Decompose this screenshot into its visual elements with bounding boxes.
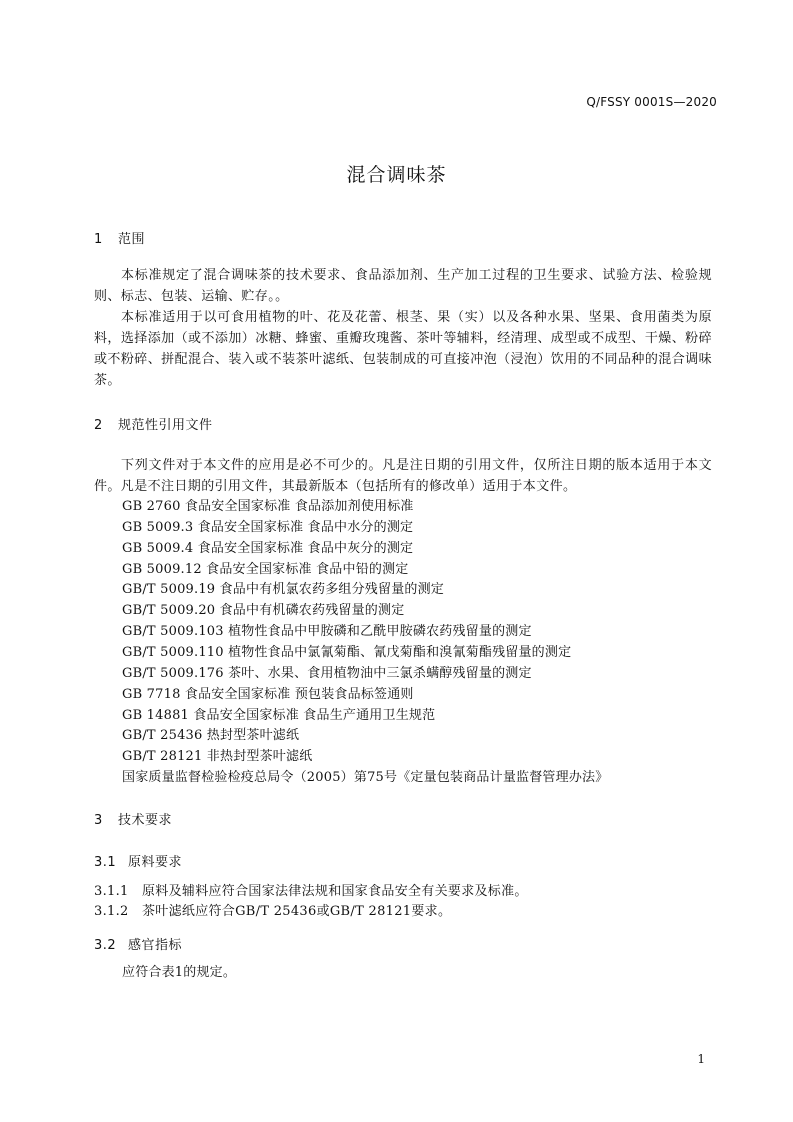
subsection-title: 感官指标: [128, 938, 183, 953]
item-text: 原料及辅料应符合国家法律法规和国家食品安全有关要求及标准。: [142, 884, 528, 899]
section-title: 技术要求: [118, 813, 173, 828]
document-title: 混合调味茶: [346, 164, 447, 186]
reference-item: GB 7718 食品安全国家标准 预包装食品标签通则: [122, 687, 414, 702]
page-number: 1: [697, 1052, 705, 1066]
reference-item: GB 2760 食品安全国家标准 食品添加剂使用标准: [122, 499, 414, 514]
item-number: 3.1.2: [94, 904, 129, 919]
sensory-requirement-text: 应符合表1的规定。: [122, 965, 237, 980]
reference-item: GB 5009.12 食品安全国家标准 食品中铅的测定: [122, 562, 409, 577]
item-number: 3.1.1: [94, 884, 129, 899]
scope-paragraph-1: 本标准规定了混合调味茶的技术要求、食品添加剂、生产加工过程的卫生要求、试验方法、检验规则、标志、包装、运输、贮存。。: [94, 268, 712, 304]
references-intro: 下列文件对于本文件的应用是必不可少的。凡是注日期的引用文件，仅所注日期的版本适用于本文件。凡是不注日期的引用文件，其最新版本（包括所有的修改单）适用于本文件。: [94, 458, 712, 494]
reference-item: GB/T 25436 热封型茶叶滤纸: [122, 728, 300, 743]
subsection-number: 3.1: [94, 855, 117, 870]
section-number: 3: [94, 813, 103, 828]
reference-item: GB 5009.4 食品安全国家标准 食品中灰分的测定: [122, 541, 414, 556]
section-title: 规范性引用文件: [118, 418, 213, 433]
reference-item: GB 5009.3 食品安全国家标准 食品中水分的测定: [122, 520, 414, 535]
section-2-heading: [94, 414, 213, 433]
subsection-title: 原料要求: [128, 855, 183, 870]
reference-item: GB/T 28121 非热封型茶叶滤纸: [122, 749, 313, 764]
reference-item: GB/T 5009.19 食品中有机氯农药多组分残留量的测定: [122, 582, 445, 597]
requirement-item-3-1-1: [94, 881, 528, 902]
item-text: 茶叶滤纸应符合GB/T 25436或GB/T 28121要求。: [142, 904, 452, 919]
section-number: 1: [94, 232, 103, 247]
section-title: 范围: [118, 232, 146, 247]
subsection-number: 3.2: [94, 938, 117, 953]
section-number: 2: [94, 418, 103, 433]
scope-paragraph-2: 本标准适用于以可食用植物的叶、花及花蕾、根茎、果（实）以及各种水果、坚果、食用菌类为原料，选择添加（或不添加）冰糖、蜂蜜、重瓣玫瑰酱、茶叶等辅料，经清理、成型或不成型、干燥、粉碎或不粉碎、拼配混合、装入或不装茶叶滤纸、包装制成的可直接冲泡（浸泡）饮用的不同品种的混合调味茶。: [94, 310, 712, 388]
reference-item: GB/T 5009.176 茶叶、水果、食用植物油中三氯杀螨醇残留量的测定: [122, 666, 532, 681]
reference-item: GB/T 5009.103 植物性食品中甲胺磷和乙酰甲胺磷农药残留量的测定: [122, 624, 532, 639]
subsection-3-2-heading: [94, 934, 182, 953]
section-1-heading: [94, 228, 145, 247]
reference-item: GB/T 5009.110 植物性食品中氯氰菊酯、氰戊菊酯和溴氰菊酯残留量的测定: [122, 645, 572, 660]
reference-item: 国家质量监督检验检疫总局令（2005）第75号《定量包装商品计量监督管理办法》: [122, 770, 609, 785]
reference-item: GB 14881 食品安全国家标准 食品生产通用卫生规范: [122, 708, 436, 723]
subsection-3-1-heading: [94, 851, 182, 870]
reference-item: GB/T 5009.20 食品中有机磷农药残留量的测定: [122, 603, 405, 618]
requirement-item-3-1-2: [94, 901, 451, 922]
section-3-heading: [94, 809, 172, 828]
document-number: Q/FSSY 0001S—2020: [586, 95, 717, 109]
